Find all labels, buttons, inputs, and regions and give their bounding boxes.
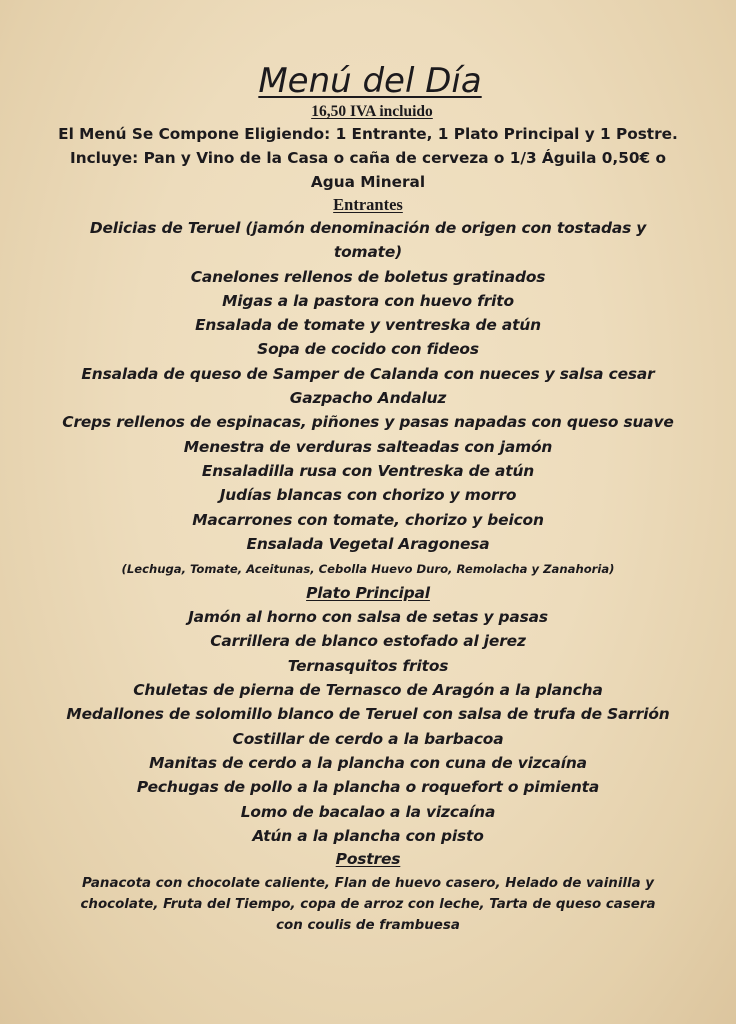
main-item: Ternasquitos fritos	[287, 656, 449, 675]
menu-title: Menú del Día	[258, 61, 482, 101]
main-item: Costillar de cerdo a la barbacoa	[232, 729, 504, 748]
main-item: Manitas de cerdo a la plancha con cuna de vizcaína	[149, 753, 587, 772]
main-item: Jamón al horno con salsa de setas y pasas	[188, 608, 548, 627]
main-item: Carrillera de blanco estofado al jerez	[210, 632, 526, 651]
main-item: Lomo de bacalao a la vizcaína	[240, 802, 496, 821]
section-heading-entrantes: Entrantes	[333, 195, 403, 214]
main-item: Medallones de solomillo blanco de Teruel con salsa de trufa de Sarrión	[66, 705, 670, 724]
desserts-text: Panacota con chocolate caliente, Flan de huevo casero, Helado de vainilla y chocolate, Fruta del Tiempo, copa de arroz con leche, Tarta de queso casera con coulis de frambuesa	[80, 876, 656, 934]
intro-line: El Menú Se Compone Eligiendo: 1 Entrante, 1 Plato Principal y 1 Postre.	[58, 125, 678, 143]
starter-item: Ensalada de queso de Samper de Calanda con nueces y salsa cesar	[81, 364, 655, 383]
section-heading-postres: Postres	[335, 850, 401, 869]
starter-item: Migas a la pastora con huevo frito	[222, 291, 514, 310]
section-heading-plato-principal: Plato Principal	[306, 584, 430, 603]
starter-item: Sopa de cocido con fideos	[257, 340, 479, 359]
starter-item: Delicias de Teruel (jamón denominación de origen con tostadas y	[89, 219, 647, 237]
main-item: Pechugas de pollo a la plancha o roquefort o pimienta	[136, 778, 600, 797]
starter-item: Macarrones con tomate, chorizo y beicon	[192, 510, 544, 529]
starter-item: Canelones rellenos de boletus gratinados	[190, 267, 546, 286]
main-item: Chuletas de pierna de Ternasco de Aragón a la plancha	[133, 681, 603, 700]
starter-item: Ensalada Vegetal Aragonesa	[246, 534, 490, 553]
starter-item: Judías blancas con chorizo y morro	[219, 486, 517, 505]
menu-price: 16,50 IVA incluido	[311, 103, 433, 120]
starter-note: (Lechuga, Tomate, Aceitunas, Cebolla Huevo Duro, Remolacha y Zanahoria)	[121, 562, 615, 577]
starter-item: Creps rellenos de espinacas, piñones y pasas napadas con queso suave	[62, 413, 674, 432]
main-item: Atún a la plancha con pisto	[252, 826, 484, 845]
intro-line: Agua Mineral	[310, 173, 426, 191]
menu-sheet	[0, 62, 736, 936]
starter-item: Ensalada de tomate y ventreska de atún	[195, 316, 541, 335]
starter-item: tomate)	[333, 243, 403, 262]
starter-item: Menestra de verduras salteadas con jamón	[183, 437, 553, 456]
starter-item: Ensaladilla rusa con Ventreska de atún	[201, 461, 535, 480]
starter-item: Gazpacho Andaluz	[289, 389, 447, 408]
intro-line: Incluye: Pan y Vino de la Casa o caña de cerveza o 1/3 Águila 0,50€ o	[70, 149, 666, 167]
